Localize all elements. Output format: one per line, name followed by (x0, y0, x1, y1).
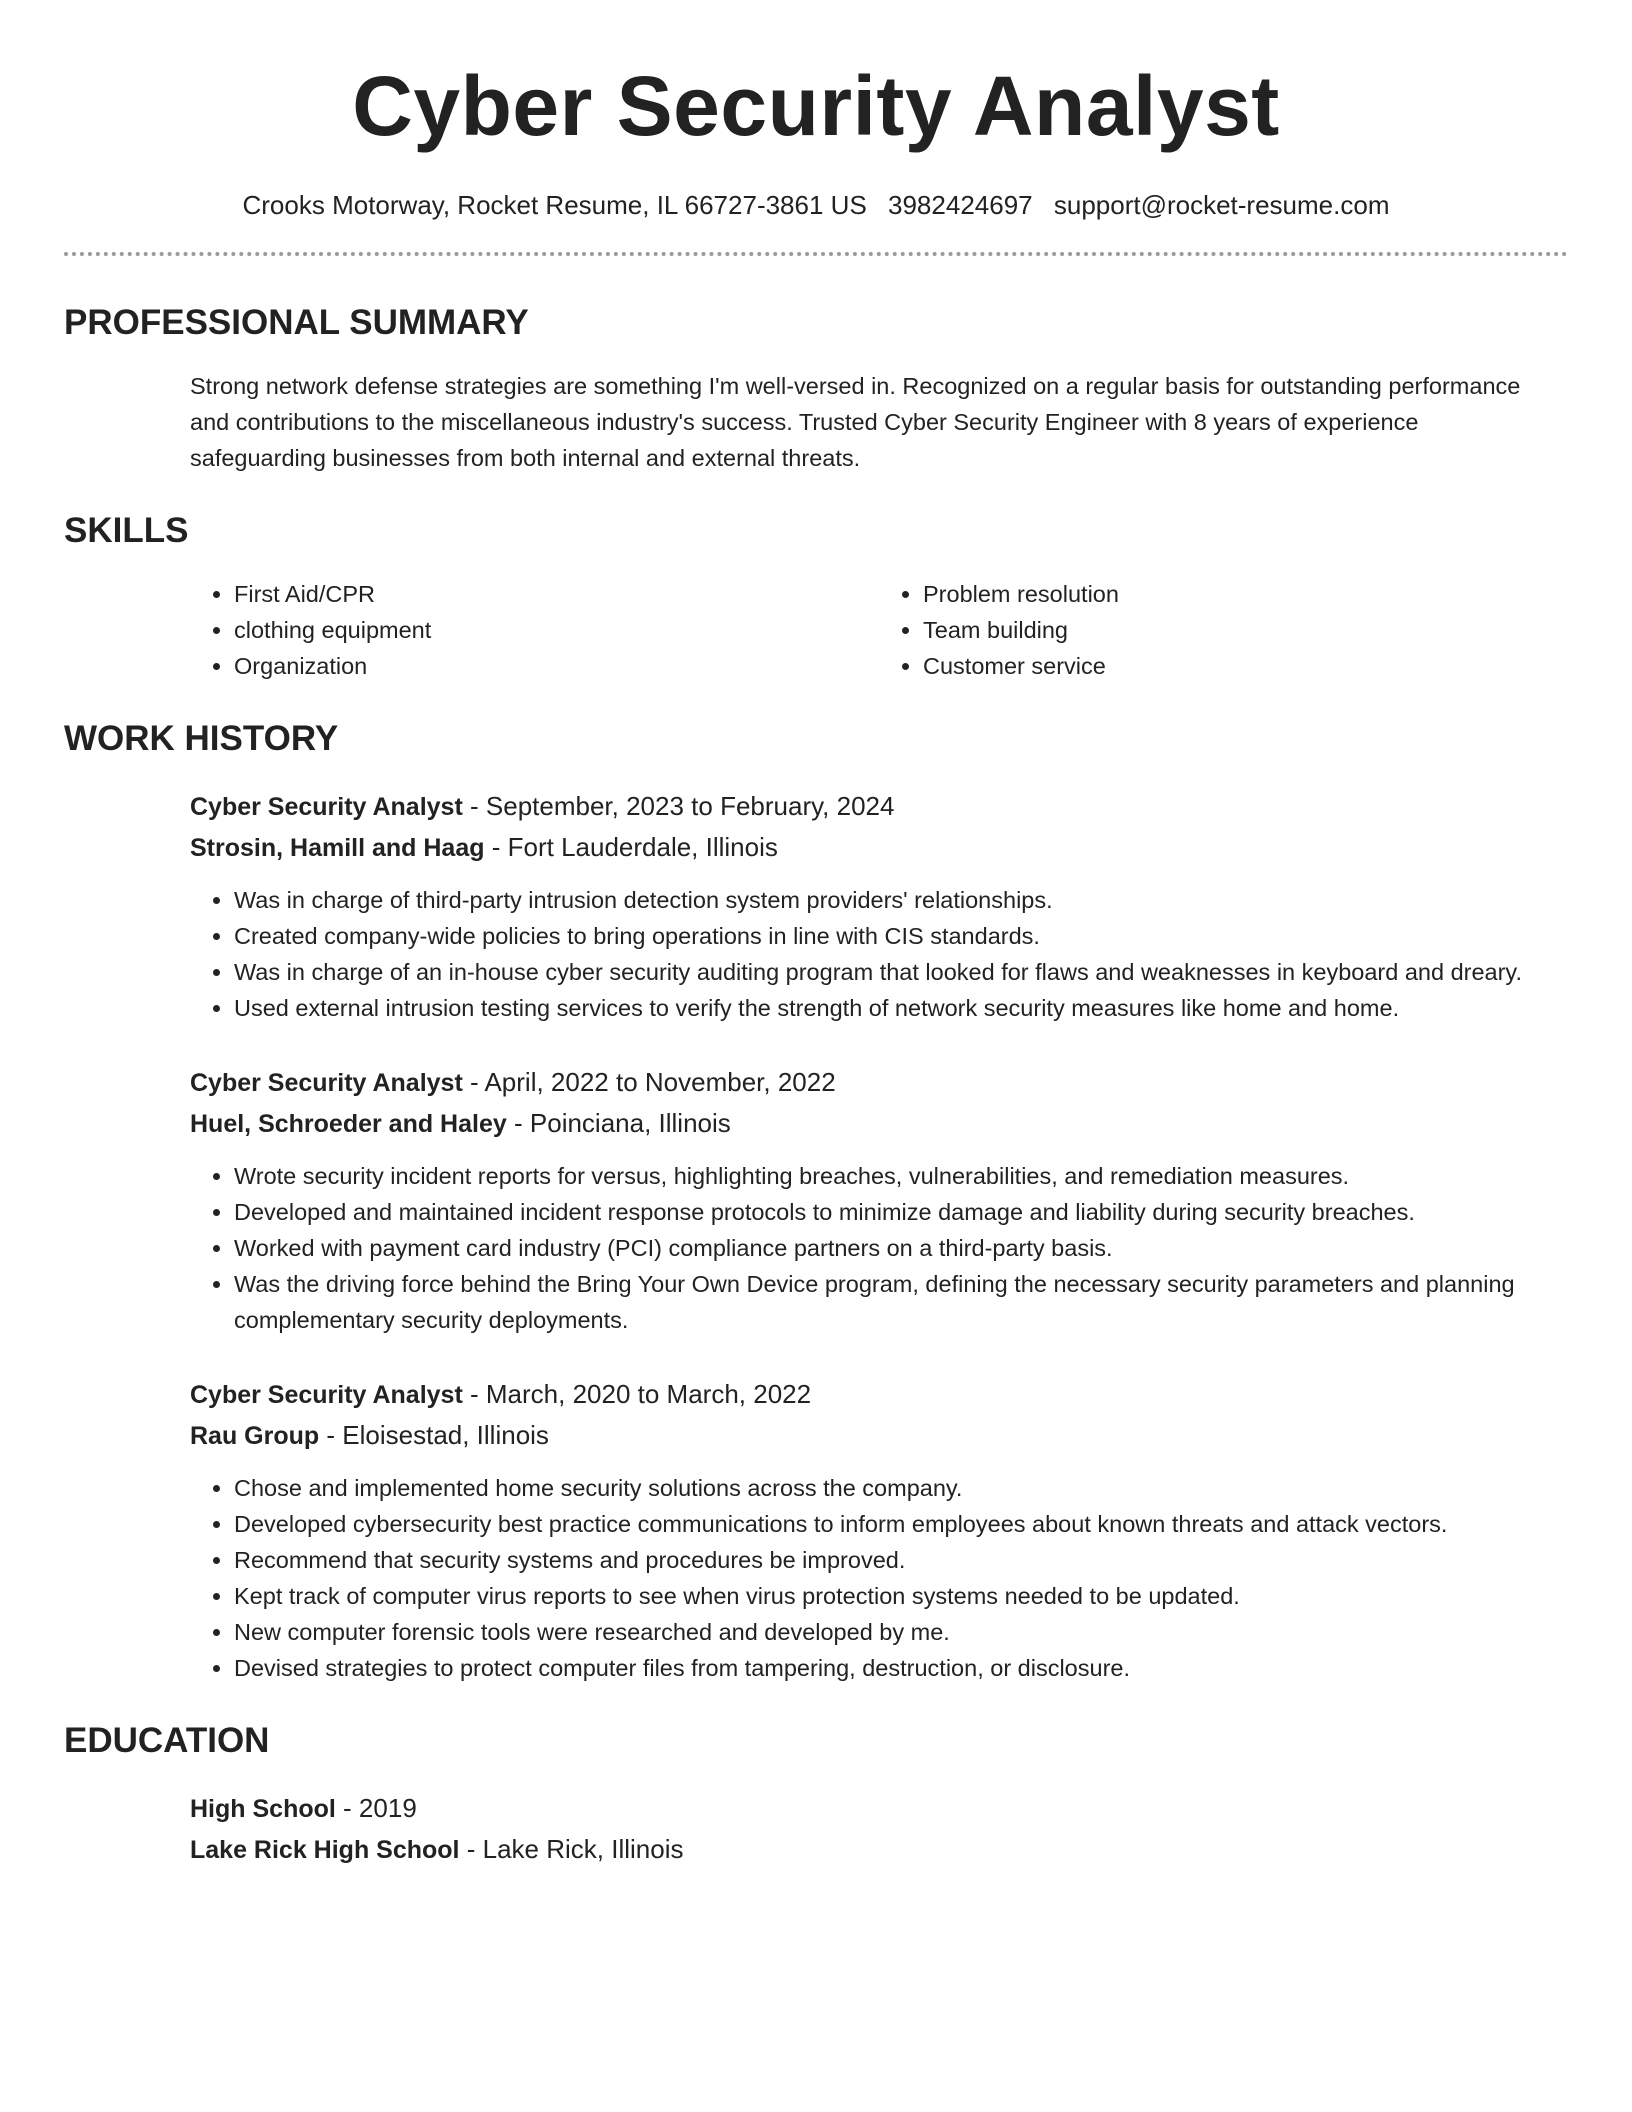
job-bullet: • Developed and maintained incident response protocols to minimize damage and liability during security breaches. (234, 1194, 1528, 1230)
job-bullet: • Used external intrusion testing services to verify the strength of network security measures like home and home. (234, 990, 1528, 1026)
summary-section (64, 302, 1568, 476)
job-title-line (190, 786, 1568, 827)
education-year: - 2019 (335, 1793, 417, 1823)
job-company: Strosin, Hamill and Haag (190, 834, 485, 862)
job-bullet: • Was in charge of an in-house cyber security auditing program that looked for flaws and weaknesses in keyboard and dreary. (234, 954, 1528, 990)
skill-item: • Customer service (923, 648, 1568, 684)
contact-phone: 3982424697 (888, 190, 1033, 220)
job-bullets (190, 1470, 1568, 1686)
job-bullet: • Recommend that security systems and procedures be improved. (234, 1542, 1528, 1578)
job-dates: - September, 2023 to February, 2024 (462, 791, 895, 821)
job-bullets (190, 1158, 1568, 1338)
skill-item: • clothing equipment (234, 612, 879, 648)
skill-item: • Problem resolution (923, 576, 1568, 612)
work-history-section (64, 718, 1568, 1686)
job-company-line (190, 1415, 1568, 1456)
job-entry (64, 1062, 1568, 1338)
job-bullet: • Kept track of computer virus reports to see when virus protection systems needed to be updated. (234, 1578, 1528, 1614)
job-bullet: • Was in charge of third-party intrusion detection system providers' relationships. (234, 882, 1528, 918)
resume-header (64, 0, 1568, 222)
job-location: - Eloisestad, Illinois (319, 1420, 549, 1450)
header-divider (64, 252, 1568, 256)
job-bullet: • Was the driving force behind the Bring Your Own Device program, defining the necessary security parameters and planning complementary security deployments. (234, 1266, 1528, 1338)
job-entry (64, 786, 1568, 1026)
job-dates: - March, 2020 to March, 2022 (462, 1379, 812, 1409)
skills-grid (64, 576, 1568, 684)
job-bullet: • Chose and implemented home security solutions across the company. (234, 1470, 1528, 1506)
skills-heading: SKILLS (64, 511, 189, 550)
job-location: - Poinciana, Illinois (506, 1108, 731, 1138)
education-heading: EDUCATION (64, 1721, 270, 1760)
job-bullet: • New computer forensic tools were researched and developed by me. (234, 1614, 1528, 1650)
job-bullets (190, 882, 1568, 1026)
summary-heading: PROFESSIONAL SUMMARY (64, 303, 529, 342)
education-degree-line (190, 1788, 1568, 1829)
skills-column-left (190, 576, 879, 684)
job-company-line (190, 1103, 1568, 1144)
education-section (64, 1720, 1568, 1870)
education-entry (64, 1788, 1568, 1870)
education-school: Lake Rick High School (190, 1836, 460, 1864)
job-role: Cyber Security Analyst (190, 1069, 463, 1097)
skills-column-right (879, 576, 1568, 684)
skill-item: • Organization (234, 648, 879, 684)
summary-text: Strong network defense strategies are something I'm well-versed in. Recognized on a regular basis for outstanding performance and contributions to the miscellaneous industry's success. Trusted Cyber Security Engineer with 8 years of experience safeguarding businesses from both internal and external threats. (190, 373, 1521, 471)
job-company-line (190, 827, 1568, 868)
job-title-line (190, 1374, 1568, 1415)
skill-item: • First Aid/CPR (234, 576, 879, 612)
job-role: Cyber Security Analyst (190, 1381, 463, 1409)
education-degree: High School (190, 1795, 336, 1823)
job-location: - Fort Lauderdale, Illinois (484, 832, 778, 862)
job-company: Huel, Schroeder and Haley (190, 1110, 507, 1138)
page-title: Cyber Security Analyst (352, 59, 1280, 153)
skills-section (64, 510, 1568, 684)
skill-item: • Team building (923, 612, 1568, 648)
job-bullet: • Devised strategies to protect computer files from tampering, destruction, or disclosure. (234, 1650, 1528, 1686)
job-bullet: • Worked with payment card industry (PCI) compliance partners on a third-party basis. (234, 1230, 1528, 1266)
education-location: - Lake Rick, Illinois (459, 1834, 684, 1864)
contact-line (64, 188, 1568, 222)
contact-address: Crooks Motorway, Rocket Resume, IL 66727-3861 US (242, 190, 867, 220)
job-title-line (190, 1062, 1568, 1103)
job-bullet: • Wrote security incident reports for versus, highlighting breaches, vulnerabilities, and remediation measures. (234, 1158, 1528, 1194)
contact-email: support@rocket-resume.com (1053, 190, 1390, 220)
job-company: Rau Group (190, 1422, 320, 1450)
job-role: Cyber Security Analyst (190, 793, 463, 821)
job-bullet: • Developed cybersecurity best practice communications to inform employees about known threats and attack vectors. (234, 1506, 1528, 1542)
job-dates: - April, 2022 to November, 2022 (462, 1067, 836, 1097)
work-history-heading: WORK HISTORY (64, 719, 339, 758)
job-bullet: • Created company-wide policies to bring operations in line with CIS standards. (234, 918, 1528, 954)
job-entry (64, 1374, 1568, 1686)
education-school-line (190, 1829, 1568, 1870)
